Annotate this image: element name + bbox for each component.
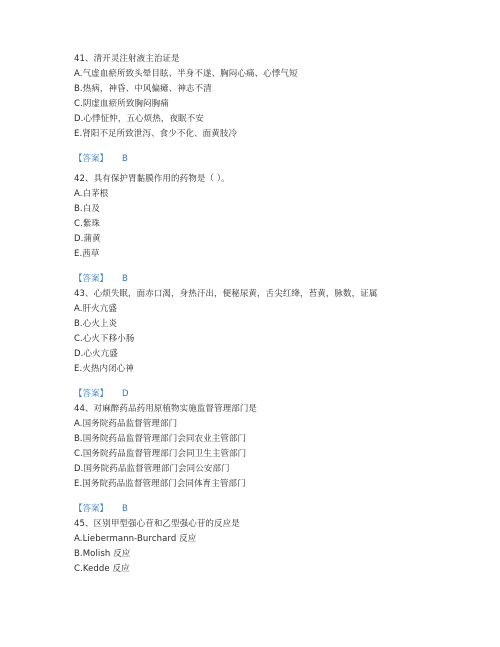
option-a: A.肝火亢盛 xyxy=(74,304,117,314)
option-a: A.国务院药品监督管理部门 xyxy=(74,419,178,429)
option-e: E.肾阳不足所致泄泻、食少不化、面黄肢冷 xyxy=(74,129,238,139)
question-stem: 42、具有保护胃黏膜作用的药物是（ ）。 xyxy=(74,174,230,184)
answer-label: 【答案】 xyxy=(74,389,109,399)
question-stem: 41、清开灵注射液主治证是 xyxy=(74,54,180,64)
question-stem: 45、区别甲型强心苷和乙型强心苷的反应是 xyxy=(74,519,240,529)
option-d: D.蒲黄 xyxy=(74,234,101,244)
question-44 xyxy=(74,402,434,517)
option-b: B.白及 xyxy=(74,204,100,214)
option-d: D.心悸怔忡，五心烦热，夜眠不安 xyxy=(74,114,204,124)
option-c: C.Kedde 反应 xyxy=(74,564,130,574)
answer-value: D xyxy=(122,389,129,399)
option-e: E.火热内闭心神 xyxy=(74,364,134,374)
question-42 xyxy=(74,172,434,287)
option-a: A.白茅根 xyxy=(74,189,109,199)
option-a: A.气虚血瘀所致头晕目眩、半身不遂、胸闷心痛、心悸气短 xyxy=(74,69,298,79)
option-b: B.热病，神昏、中风偏瘫、神志不清 xyxy=(74,84,212,94)
option-e: E.国务院药品监督管理部门会同体育主管部门 xyxy=(74,479,246,489)
answer-row xyxy=(74,502,434,517)
option-a: A.Liebermann-Burchard 反应 xyxy=(74,534,197,544)
option-c: C.阴虚血瘀所致胸闷胸痛 xyxy=(74,99,169,109)
answer-value: B xyxy=(122,154,128,164)
question-45 xyxy=(74,517,434,577)
answer-row xyxy=(74,272,434,287)
option-c: C.紫珠 xyxy=(74,219,101,229)
question-stem: 44、对麻醉药品药用原植物实施监督管理部门是 xyxy=(74,404,258,414)
question-43 xyxy=(74,287,434,402)
option-b: B.Molish 反应 xyxy=(74,549,131,559)
option-d: D.心火亢盛 xyxy=(74,349,118,359)
question-41 xyxy=(74,52,434,167)
question-stem: 43、心烦失眠，面赤口渴，身热汗出，便秘尿黄，舌尖红绛，苔黄，脉数，证属 xyxy=(74,289,378,299)
answer-label: 【答案】 xyxy=(74,274,109,284)
option-c: C.心火下移小肠 xyxy=(74,334,135,344)
answer-label: 【答案】 xyxy=(74,504,109,514)
option-b: B.心火上炎 xyxy=(74,319,118,329)
answer-value: B xyxy=(122,274,128,284)
answer-label: 【答案】 xyxy=(74,154,109,164)
option-b: B.国务院药品监督管理部门会同农业主管部门 xyxy=(74,434,247,444)
answer-value: B xyxy=(122,504,128,514)
option-c: C.国务院药品监督管理部门会同卫生主管部门 xyxy=(74,449,247,459)
answer-row xyxy=(74,152,434,167)
option-e: E.茜草 xyxy=(74,249,100,259)
answer-row xyxy=(74,387,434,402)
option-d: D.国务院药品监督管理部门会同公安部门 xyxy=(74,464,230,474)
